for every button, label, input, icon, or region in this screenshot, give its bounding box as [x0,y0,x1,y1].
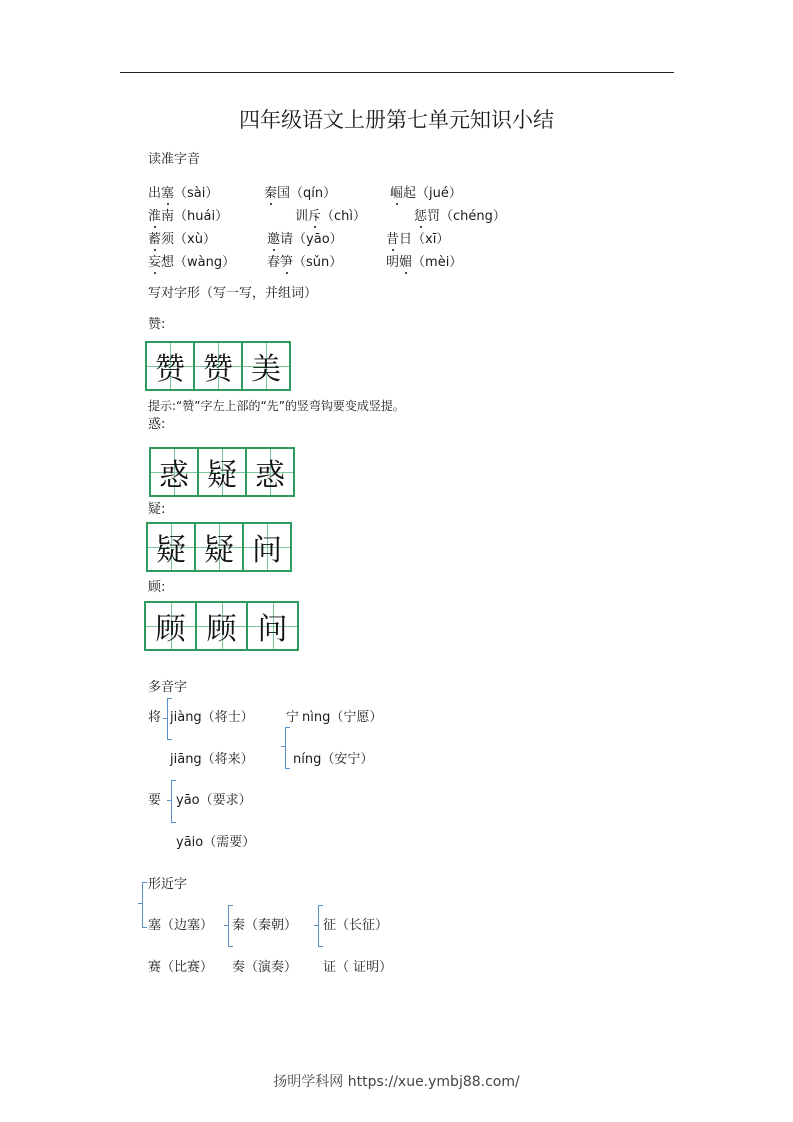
pronunciation-word: 秦国 [264,186,291,201]
pinyin: （xù） [174,232,216,247]
brace-tick [314,925,318,926]
section-heading-pronunciation: 读准字音 [148,152,201,167]
writing-label-huo: 惑: [148,417,166,432]
polyphonic-reading: jiàng（将士） [170,710,254,725]
writing-tip: 提示:“赞”字左上部的“先”的竖弯钩要变成竖提。 [148,399,405,413]
polyphonic-char-jiang: 将 [148,710,162,725]
writing-label-zan: 赞: [148,317,166,332]
emphasis-dot-char: 昔 [386,232,400,247]
pronunciation-word: 崛起 [390,186,417,201]
emphasis-dot-char: 媚 [399,255,413,270]
page-title: 四年级语文上册第七单元知识小结 [239,108,554,132]
pronunciation-word: 蓄须 [148,232,175,247]
pinyin: （chéng） [440,209,506,224]
brace-tick [281,746,285,747]
pronunciation-item [148,255,235,271]
pinyin: （sǔn） [293,255,343,270]
top-rule [120,72,674,73]
pinyin: （chì） [321,209,367,224]
brace-similar [142,882,147,928]
similar-char: 塞（边塞） [148,918,214,933]
pinyin: （sài） [174,186,219,201]
polyphonic-reading: níng（安宁） [293,752,374,767]
pronunciation-item [148,186,218,202]
emphasis-dot-char: 淮 [148,209,162,224]
pronunciation-item [386,232,449,248]
pronunciation-item [148,209,228,225]
grid-cell: 疑 [148,524,196,570]
brace-tick [163,718,167,719]
emphasis-dot-char: 斥 [308,209,322,224]
grid-cell: 惑 [247,449,293,495]
pronunciation-word: 惩罚 [414,209,441,224]
pronunciation-item [267,232,343,248]
grid-cell: 疑 [199,449,247,495]
brace-tick [138,903,142,904]
similar-char: 奏（演奏） [232,960,298,975]
grid-cell: 美 [243,343,289,389]
writing-label-gu: 顾: [148,580,166,595]
section-heading-similar: 形近字 [148,877,188,892]
emphasis-dot-char: 秦 [264,186,278,201]
pinyin: （yāo） [293,232,343,247]
polyphonic-char-ning: 宁 [286,710,300,725]
pronunciation-word: 明媚 [386,255,413,270]
pinyin: （huái） [174,209,229,224]
pronunciation-item [295,209,366,225]
section-heading-polyphonic: 多音字 [148,680,188,695]
emphasis-dot-char: 邀 [267,232,281,247]
pronunciation-item [390,186,462,202]
pronunciation-word: 春笋 [267,255,294,270]
footer-watermark: 扬明学科网 https://xue.ymbj88.com/ [273,1074,520,1090]
pronunciation-word: 出塞 [148,186,175,201]
emphasis-dot-char: 妄 [148,255,162,270]
similar-char: 证（ 证明） [323,960,393,975]
grid-cell: 疑 [196,524,244,570]
grid-cell: 赞 [147,343,195,389]
similar-char: 征（长征） [323,918,389,933]
pinyin: （qín） [290,186,337,201]
grid-cell: 问 [248,603,297,649]
polyphonic-reading: yāio（需要） [176,835,256,850]
tianzige-grid-gu [144,601,299,651]
pronunciation-word: 邀请 [267,232,294,247]
brace-tick [224,925,228,926]
brace-ning [285,727,290,769]
similar-char: 秦（秦朝） [232,918,298,933]
grid-cell: 赞 [195,343,243,389]
similar-char: 赛（比赛） [148,960,214,975]
grid-cell: 惑 [151,449,199,495]
tianzige-grid-huo [149,447,295,497]
polyphonic-reading: jiāng（将来） [170,752,254,767]
section-heading-writing: 写对字形（写一写，并组词） [148,286,318,301]
writing-label-yi: 疑: [148,502,166,517]
pronunciation-word: 淮南 [148,209,175,224]
pronunciation-item [264,186,336,202]
pronunciation-item [267,255,342,271]
polyphonic-char-yao: 要 [148,793,162,808]
pronunciation-item [386,255,462,271]
pinyin: （jué） [416,186,462,201]
pinyin: （wàng） [174,255,236,270]
pronunciation-word: 妄想 [148,255,175,270]
emphasis-dot-char: 笋 [280,255,294,270]
pronunciation-item [148,232,216,248]
emphasis-dot-char: 蓄 [148,232,162,247]
pinyin: （mèi） [412,255,463,270]
emphasis-dot-char: 崛 [390,186,404,201]
tianzige-grid-zan [145,341,291,391]
polyphonic-reading: yāo（要求） [176,793,252,808]
pronunciation-item [414,209,506,225]
pronunciation-word: 训斥 [295,209,322,224]
pronunciation-word: 昔日 [386,232,413,247]
grid-cell: 问 [244,524,290,570]
grid-cell: 顾 [146,603,197,649]
polyphonic-reading: nìng（宁愿） [302,710,383,725]
emphasis-dot-char: 惩 [414,209,428,224]
brace-tick [167,800,171,801]
tianzige-grid-yi [146,522,292,572]
emphasis-dot-char: 塞 [161,186,175,201]
pinyin: （xī） [412,232,450,247]
grid-cell: 顾 [197,603,248,649]
